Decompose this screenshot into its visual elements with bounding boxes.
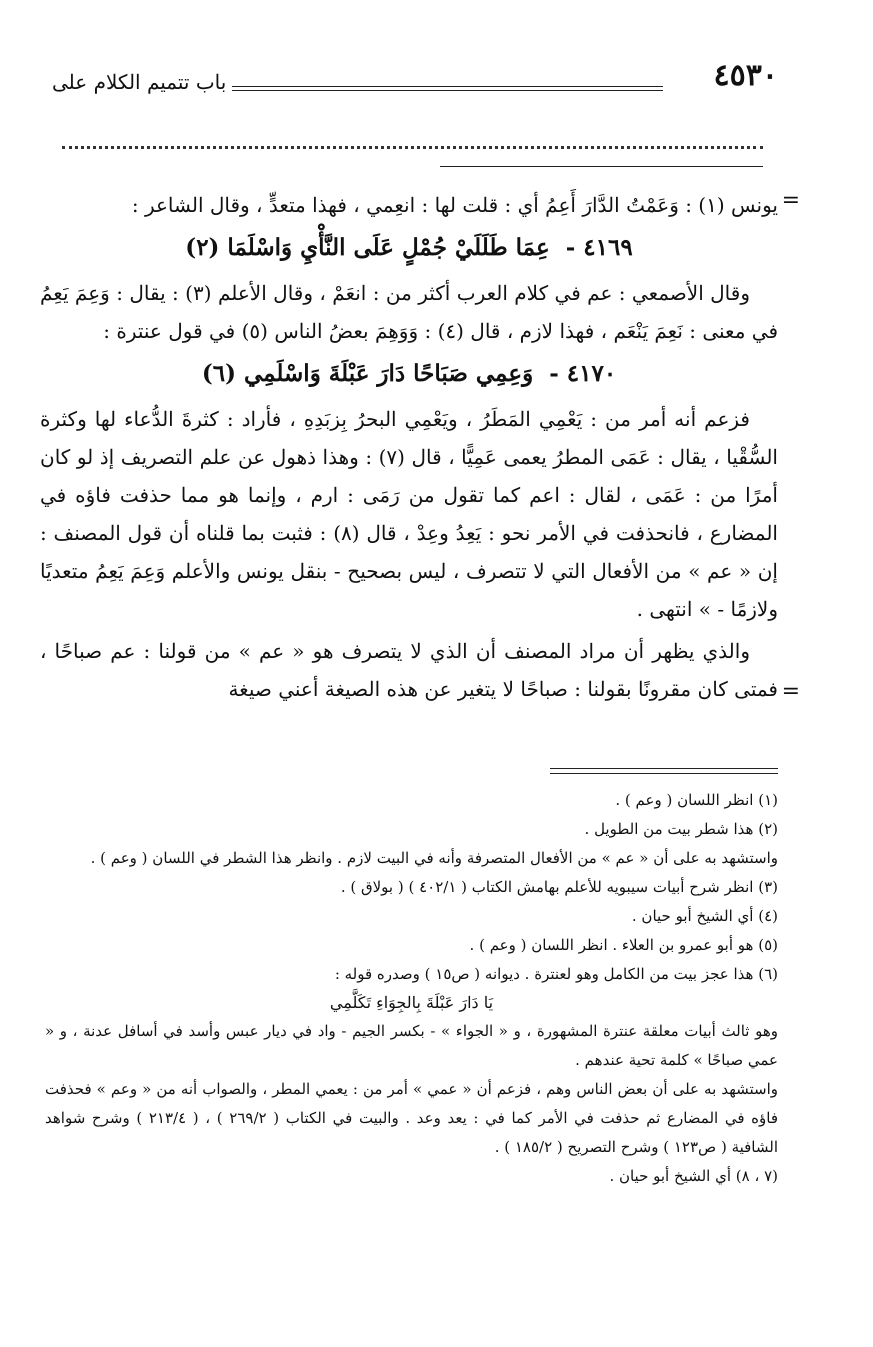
dotted-separator [62, 146, 763, 149]
verse-4169 [40, 226, 778, 270]
footnote-2: (٢) هذا شطر بيت من الطويل . [584, 820, 778, 838]
footnote-1: (١) انظر اللسان ( وعم ) . [615, 791, 778, 809]
verse-4170 [40, 352, 778, 396]
footnote-3: (٣) انظر شرح أبيات سيبويه للأعلم بهامش الكتاب ( ٤٠٢/١ ) ( بولاق ) . [340, 878, 778, 896]
verse-number: ٤١٧٠ - [549, 360, 617, 387]
short-rule [440, 166, 763, 167]
verse-number: ٤١٦٩ - [565, 234, 633, 261]
footnote-4: (٤) أي الشيخ أبو حيان . [631, 907, 778, 925]
verse-text: عِمَا طَلَلَيْ جُمْلٍ عَلَى النَّأْيِ وَاسْلَمَا (٢) [185, 234, 550, 261]
main-text [40, 186, 800, 708]
footnote-5: (٥) هو أبو عمرو بن العلاء . انظر اللسان ( وعم ) . [469, 936, 778, 954]
footnote-6: (٦) هذا عجز بيت من الكامل وهو لعنترة . ديوانه ( ص١٥ ) وصدره قوله : [334, 965, 778, 983]
footnote-separator [550, 768, 778, 774]
paragraph-3: فزعم أنه أمر من : يَعْمِي المَطَرُ ، ويَعْمِي البحرُ بِزبَدِهِ ، فأراد : كثرةَ الدُّعاء لها وكثرة السُّقْيا ، يقال : عَمَى المطرُ يعمى عَمِيًّا ، قال (٧) : وهذا ذهول عن علم التصريف إذ لو كان أمرًا من : عَمَى ، لقال : اعم كما تقول من رَمَى : ارم ، وإنما هو مما حذفت فاؤه في المضارع ، فانحذفت في الأمر نحو : يَعِدُ وعِدْ ، قال (٨) : فثبت بما قلناه أن قول المصنف : إن « عم » من الأفعال التي لا تتصرف ، ليس بصحيح - بنقل يونس والأعلم وَعِمَ يَعِمُ متعديًا ولازمًا - » انتهى . [40, 407, 778, 621]
verse-text: وَعِمِي صَبَاحًا دَارَ عَبْلَةَ وَاسْلَمِي (٦) [201, 360, 534, 387]
footnote-6-verse: يَا دَارَ عَبْلَةَ بِالجِوَاءِ تَكَلَّمِي [329, 993, 494, 1012]
paragraph-2: وقال الأصمعي : عم في كلام العرب أكثر من : انعَمْ ، وقال الأعلم (٣) : يقال : وَعِمَ يَعِمُ في معنى : نَعِمَ يَنْعَم ، فهذا لازم ، قال (٤) : وَوَهِمَ بعضُ الناس (٥) في قول عنترة : [40, 281, 778, 343]
continuation-mark-end: = [781, 679, 800, 704]
footnote-6-cont-2: واستشهد به على أن بعض الناس وهم ، فزعم أن « عمي » أمر من : يعمي المطر ، والصواب أنه من « وعم » فحذفت فاؤه في المضارع ثم حذفت في الأمر كما في : يعد وعد . والبيت في الكتاب ( ٢٦٩/٢ ) ، ( ٢١٣/٤ ) وشرح شواهد الشافية ( ص١٢٣ ) وشرح التصريح ( ١٨٥/٢ ) . [45, 1080, 779, 1156]
page-header [52, 58, 778, 98]
footnote-7-8: (٧ ، ٨) أي الشيخ أبو حيان . [609, 1167, 778, 1185]
footnote-2-cont: واستشهد به على أن « عم » من الأفعال المتصرفة وأنه في البيت لازم . وانظر هذا الشطر في اللسان ( وعم ) . [90, 849, 778, 867]
footnotes [45, 786, 778, 1191]
continuation-mark-start: = [781, 188, 800, 213]
chapter-title: باب تتميم الكلام على [52, 70, 227, 94]
footnote-6-cont: وهو ثالث أبيات معلقة عنترة المشهورة ، و « الجواء » - بكسر الجيم - واد في ديار عبس وأسد في أسافل عدنة ، و « عمي صباحًا » كلمة تحية عندهم . [45, 1022, 778, 1069]
page-number: ٤٥٣٠ [713, 58, 778, 93]
paragraph-1: يونس (١) : وَعَمْتُ الدَّارَ أَعِمُ أي : قلت لها : انعِمي ، فهذا متعدٍّ ، وقال الشاعر : [131, 193, 778, 217]
header-rule [232, 86, 663, 91]
paragraph-4: والذي يظهر أن مراد المصنف أن الذي لا يتصرف هو « عم » من قولنا : عم صباحًا ، فمتى كان مقرونًا بقولنا : صباحًا لا يتغير عن هذه الصيغة أعني صيغة [40, 639, 778, 701]
